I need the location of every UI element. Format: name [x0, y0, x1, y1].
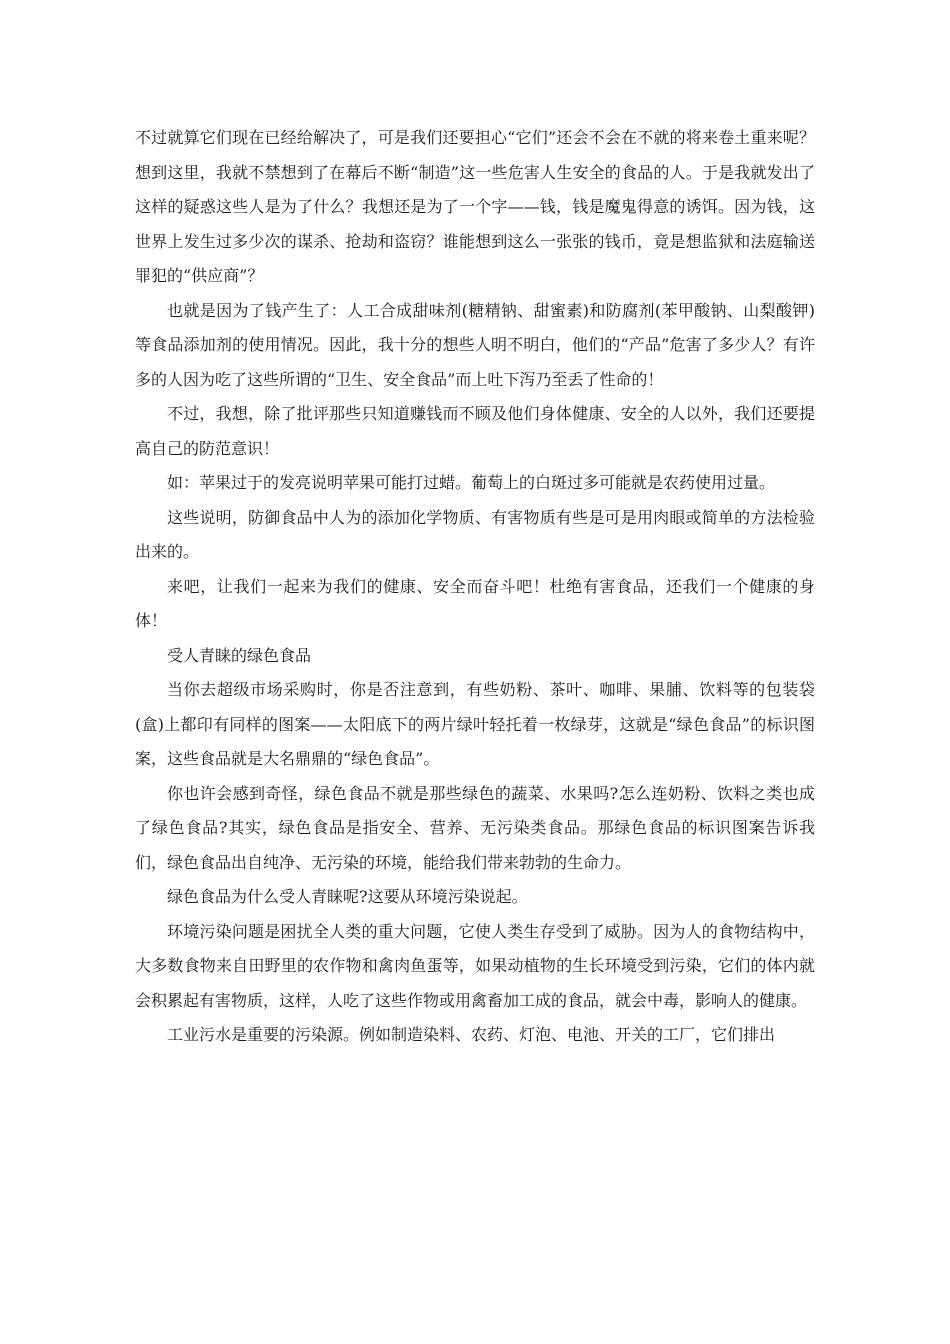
paragraph: 不过，我想，除了批评那些只知道赚钱而不顾及他们身体健康、安全的人以外，我们还要提高自己的防范意识！: [135, 404, 815, 458]
document-body: [135, 121, 815, 1053]
paragraph: 来吧，让我们一起来为我们的健康、安全而奋斗吧！杜绝有害食品，还我们一个健康的身体！: [135, 576, 815, 630]
section-heading: 受人青睐的绿色食品: [167, 645, 312, 665]
paragraph: 工业污水是重要的污染源。例如制造染料、农药、灯泡、电池、开关的工厂，它们排出: [167, 1025, 776, 1044]
paragraph: 绿色食品为什么受人青睐呢?这要从环境污染说起。: [167, 887, 528, 906]
paragraph: 这些说明，防御食品中人为的添加化学物质、有害物质有些是可是用肉眼或简单的方法检验出来的。: [135, 507, 815, 561]
paragraph: 环境污染问题是困扰全人类的重大问题，它使人类生存受到了威胁。因为人的食物结构中，大多数食物来自田野里的农作物和禽肉鱼蛋等，如果动植物的生长环境受到污染，它们的体内就会积累起有害物质，这样，人吃了这些作物或用禽畜加工成的食品，就会中毒，影响人的健康。: [135, 921, 815, 1010]
paragraph: 你也许会感到奇怪，绿色食品不就是那些绿色的蔬菜、水果吗?怎么连奶粉、饮料之类也成了绿色食品?其实，绿色食品是指安全、营养、无污染类食品。那绿色食品的标识图案告诉我们，绿色食品出自纯净、无污染的环境，能给我们带来勃勃的生命力。: [135, 783, 815, 872]
paragraph: 不过就算它们现在已经给解决了，可是我们还要担心“它们”还会不会在不就的将来卷土重来呢？想到这里，我就不禁想到了在幕后不断“制造”这一些危害人生安全的食品的人。于是我就发出了这样的疑惑这些人是为了什么？我想还是为了一个字——钱，钱是魔鬼得意的诱饵。因为钱，这世界上发生过多少次的谋杀、抢劫和盗窃？谁能想到这么一张张的钱币，竟是想监狱和法庭输送罪犯的“供应商”？: [135, 128, 815, 285]
paragraph: 当你去超级市场采购时，你是否注意到，有些奶粉、茶叶、咖啡、果脯、饮料等的包装袋(盒)上都印有同样的图案——太阳底下的两片绿叶轻托着一枚绿芽，这就是“绿色食品”的标识图案，这些食品就是大名鼎鼎的“绿色食品”。: [135, 680, 815, 768]
paragraph: 如：苹果过于的发亮说明苹果可能打过蜡。葡萄上的白斑过多可能就是农药使用过量。: [167, 473, 776, 492]
paragraph: 也就是因为了钱产生了：人工合成甜味剂(糖精钠、甜蜜素)和防腐剂(苯甲酸钠、山梨酸钾)等食品添加剂的使用情况。因此，我十分的想些人明不明白，他们的“产品”危害了多少人？有许多的人因为吃了这些所谓的“卫生、安全食品”而上吐下泻乃至丢了性命的！: [135, 300, 815, 389]
